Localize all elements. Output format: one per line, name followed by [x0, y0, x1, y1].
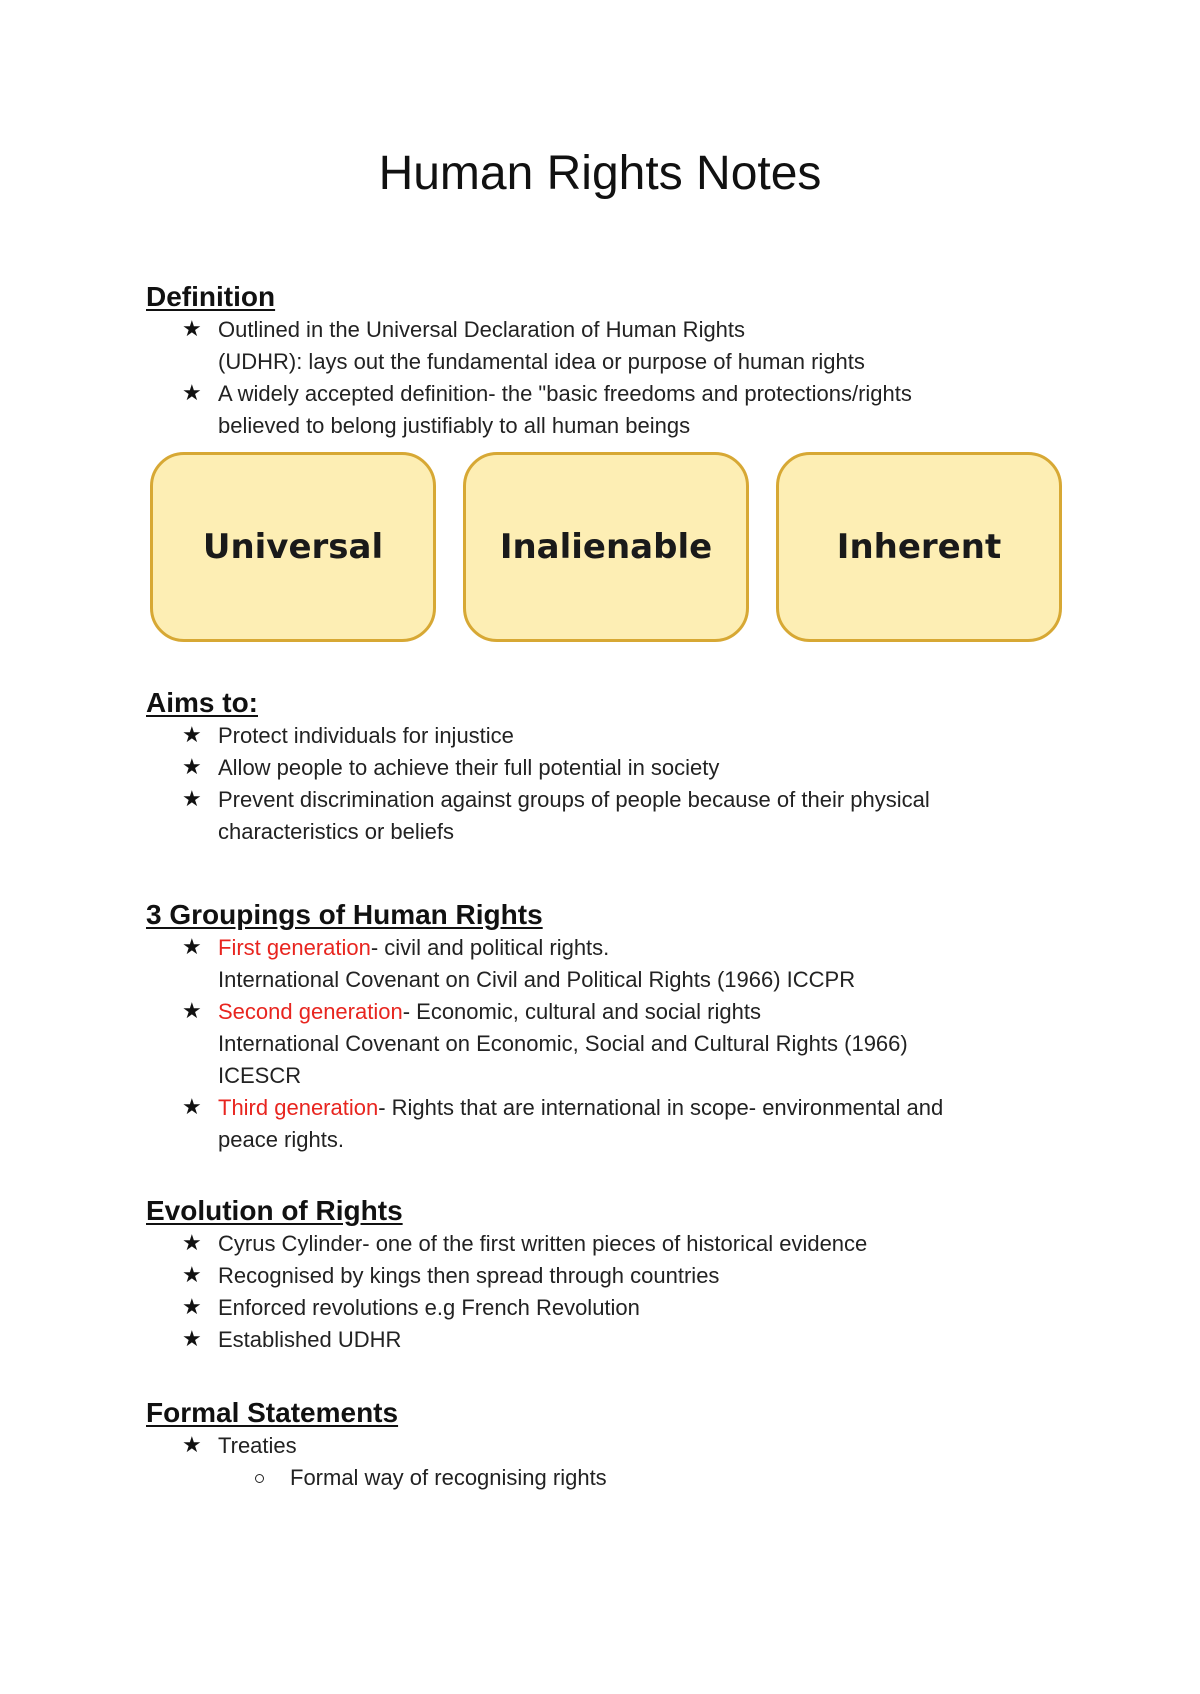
star-icon: ★	[182, 935, 202, 960]
star-icon: ★	[182, 787, 202, 812]
evolution-list	[146, 1228, 1066, 1356]
star-icon: ★	[182, 999, 202, 1024]
star-icon: ★	[182, 723, 202, 748]
star-icon: ★	[182, 755, 202, 780]
definition-heading: Definition	[146, 281, 276, 312]
list-item: ★ Third generation- Rights that are international in scope- environmental and peace rights.	[146, 1092, 1066, 1156]
formal-list	[146, 1430, 1066, 1494]
definition-section	[146, 280, 1066, 442]
star-icon: ★	[182, 1295, 202, 1320]
star-icon: ★	[182, 381, 202, 406]
formal-section	[146, 1396, 1066, 1494]
star-icon: ★	[182, 1231, 202, 1256]
formal-sublist	[290, 1462, 1066, 1494]
aims-section	[146, 686, 1066, 848]
star-icon: ★	[182, 1327, 202, 1352]
box-universal: Universal	[150, 452, 436, 642]
generation-label: First generation	[218, 935, 371, 960]
circle-icon	[255, 1474, 264, 1483]
page-title: Human Rights Notes	[378, 147, 822, 200]
list-item: ★ Recognised by kings then spread through countries	[146, 1260, 1066, 1292]
aims-list	[146, 720, 1066, 848]
list-item: ★ Established UDHR	[146, 1324, 1066, 1356]
list-item: ★ Treaties Formal way of recognising rights	[146, 1430, 1066, 1494]
list-item: ★ First generation- civil and political rights. International Covenant on Civil and Political Rights (1966) ICCPR	[146, 932, 1066, 996]
star-icon: ★	[182, 1095, 202, 1120]
list-item: ★ Enforced revolutions e.g French Revolution	[146, 1292, 1066, 1324]
formal-heading: Formal Statements	[146, 1397, 399, 1428]
aims-heading: Aims to:	[146, 687, 258, 718]
star-icon: ★	[182, 317, 202, 342]
groupings-heading: 3 Groupings of Human Rights	[146, 899, 543, 930]
list-item: ★ Outlined in the Universal Declaration of Human Rights (UDHR): lays out the fundamental idea or purpose of human rights	[146, 314, 1066, 378]
box-inalienable: Inalienable	[463, 452, 749, 642]
star-icon: ★	[182, 1263, 202, 1288]
list-item: ★ Protect individuals for injustice	[146, 720, 1066, 752]
definition-list	[146, 314, 1066, 442]
list-item: ★ Second generation- Economic, cultural and social rights International Covenant on Economic, Social and Cultural Rights (1966) ICESCR	[146, 996, 1066, 1092]
principles-boxes	[150, 452, 1064, 644]
generation-label: Third generation	[218, 1095, 379, 1120]
generation-label: Second generation	[218, 999, 403, 1024]
list-item: ★ A widely accepted definition- the "basic freedoms and protections/rights believed to belong justifiably to all human beings	[146, 378, 1066, 442]
evolution-section	[146, 1194, 1066, 1356]
list-item: Formal way of recognising rights	[290, 1462, 1066, 1494]
groupings-list	[146, 932, 1066, 1156]
star-icon: ★	[182, 1433, 202, 1458]
list-item: ★ Cyrus Cylinder- one of the first written pieces of historical evidence	[146, 1228, 1066, 1260]
groupings-section	[146, 898, 1066, 1156]
list-item: ★ Prevent discrimination against groups of people because of their physical characteristics or beliefs	[146, 784, 1066, 848]
evolution-heading: Evolution of Rights	[146, 1195, 403, 1226]
box-inherent: Inherent	[776, 452, 1062, 642]
list-item: ★ Allow people to achieve their full potential in society	[146, 752, 1066, 784]
